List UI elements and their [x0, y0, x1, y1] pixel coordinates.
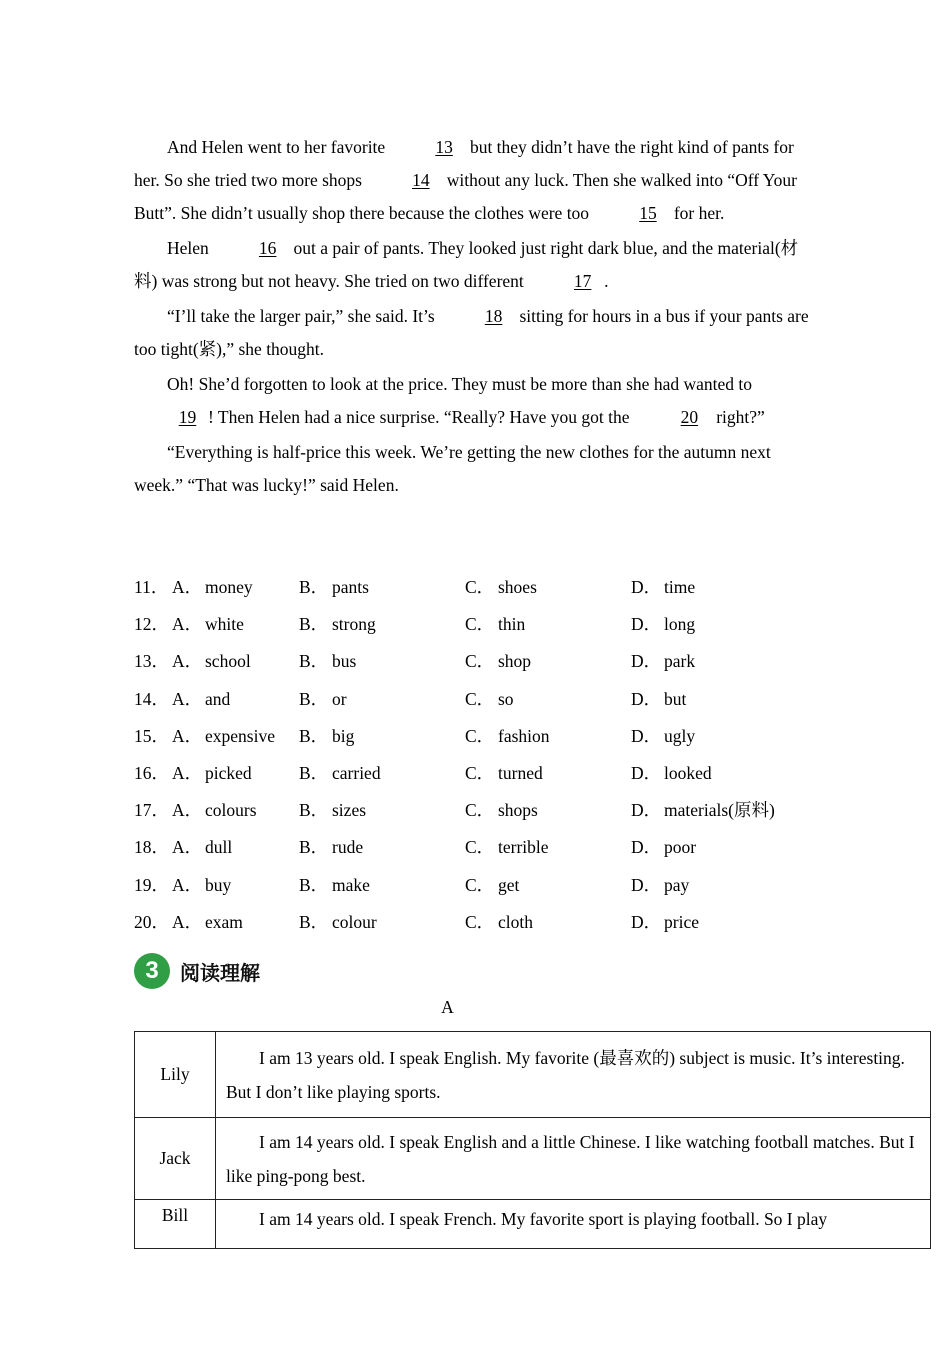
option-a[interactable]: A． expensive [172, 725, 275, 746]
blank-13[interactable]: 13 [435, 137, 453, 157]
blank-19[interactable]: 19 [178, 407, 197, 427]
question-row [134, 645, 834, 682]
question-row [134, 794, 834, 831]
option-d[interactable]: D． looked [631, 762, 712, 783]
option-d[interactable]: D． time [631, 577, 696, 597]
option-d[interactable]: D． price [631, 911, 699, 932]
profile-name: Bill [135, 1200, 216, 1249]
cloze-passage [134, 131, 814, 504]
option-a[interactable]: A． white [172, 614, 244, 635]
option-c[interactable]: C． shop [465, 651, 532, 672]
option-d[interactable]: D． ugly [631, 725, 696, 746]
question-number: 20． [134, 911, 169, 932]
question-row [134, 906, 834, 943]
option-c[interactable]: C． shops [465, 800, 538, 821]
question-number: 18． [134, 837, 169, 858]
option-c[interactable]: C． get [465, 874, 520, 895]
passage-paragraph: Oh! She’d forgotten to look at the price. They must be more than she had wanted to 19 ! Then Helen had a nice surprise. “Really? Have you got the 20 right?” [134, 368, 814, 434]
option-c[interactable]: C． cloth [465, 911, 533, 932]
blank-20[interactable]: 20 [680, 407, 699, 427]
blank-15[interactable]: 15 [639, 203, 657, 223]
question-number: 11． [134, 577, 169, 597]
option-d[interactable]: D． but [631, 688, 687, 709]
option-c[interactable]: C． shoes [465, 577, 537, 597]
option-b[interactable]: B． carried [299, 762, 381, 783]
option-b[interactable]: B． make [299, 874, 370, 895]
section-heading [134, 952, 260, 990]
option-c[interactable]: C． thin [465, 614, 526, 635]
option-b[interactable]: B． or [299, 688, 347, 709]
option-d[interactable]: D． pay [631, 874, 690, 895]
question-row [134, 608, 834, 645]
option-a[interactable]: A． exam [172, 911, 243, 932]
question-number: 17． [134, 800, 169, 821]
blank-17[interactable]: 17 [573, 271, 592, 291]
section-title: 阅读理解 [180, 960, 260, 985]
option-b[interactable]: B． big [299, 725, 355, 746]
section-number-badge: 3 [134, 953, 170, 989]
option-d[interactable]: D． park [631, 651, 696, 672]
question-number: 19． [134, 874, 169, 895]
option-c[interactable]: C． so [465, 688, 514, 709]
passage-label: A [441, 997, 454, 1017]
profiles-table [134, 1031, 931, 1249]
option-d[interactable]: D． materials(原料) [631, 800, 775, 821]
question-number: 16． [134, 762, 169, 783]
question-row [134, 869, 834, 906]
profile-name: Lily [135, 1032, 216, 1118]
option-a[interactable]: A． dull [172, 837, 233, 858]
option-c[interactable]: C． terrible [465, 837, 549, 858]
question-row [134, 757, 834, 794]
passage-paragraph: And Helen went to her favorite 13 but they didn’t have the right kind of pants for her. So she tried two more shops 14 without any luck. Then she walked into “Off Your Butt”. She didn’t usually shop there because the clothes were too 15 for her. [134, 131, 814, 230]
question-row [134, 831, 834, 868]
question-row [134, 571, 834, 608]
option-b[interactable]: B． colour [299, 911, 377, 932]
option-d[interactable]: D． long [631, 614, 696, 635]
blank-18[interactable]: 18 [484, 306, 503, 326]
answer-options [134, 571, 834, 943]
question-number: 14． [134, 688, 169, 709]
option-c[interactable]: C． turned [465, 762, 543, 783]
option-b[interactable]: B． bus [299, 651, 357, 672]
question-row [134, 720, 834, 757]
profile-text: I am 14 years old. I speak French. My favorite sport is playing football. So I play [216, 1200, 931, 1249]
passage-paragraph: “Everything is half-price this week. We’re getting the new clothes for the autumn next week.” “That was lucky!” said Helen. [134, 442, 771, 495]
option-a[interactable]: A． money [172, 577, 253, 597]
option-b[interactable]: B． sizes [299, 800, 367, 821]
profile-name: Jack [135, 1118, 216, 1200]
passage-paragraph: Helen 16 out a pair of pants. They looked just right dark blue, and the material(材料) was strong but not heavy. She tried on two different 17 . [134, 232, 814, 298]
option-a[interactable]: A． picked [172, 762, 252, 783]
table-row [135, 1118, 931, 1200]
option-b[interactable]: B． pants [299, 577, 369, 597]
blank-14[interactable]: 14 [412, 170, 430, 190]
table-row [135, 1200, 931, 1249]
blank-16[interactable]: 16 [258, 238, 277, 258]
option-c[interactable]: C． fashion [465, 725, 550, 746]
option-d[interactable]: D． poor [631, 837, 697, 858]
question-number: 13． [134, 651, 169, 672]
profile-text: I am 13 years old. I speak English. My favorite (最喜欢的) subject is music. It’s interesting. But I don’t like playing sports. [216, 1032, 931, 1118]
question-row [134, 683, 834, 720]
option-b[interactable]: B． strong [299, 614, 376, 635]
option-a[interactable]: A． and [172, 688, 231, 709]
option-a[interactable]: A． colours [172, 800, 257, 821]
option-b[interactable]: B． rude [299, 837, 364, 858]
question-number: 12． [134, 614, 169, 635]
option-a[interactable]: A． buy [172, 874, 232, 895]
profile-text: I am 14 years old. I speak English and a little Chinese. I like watching football matches. But I like ping-pong best. [216, 1118, 931, 1200]
question-number: 15． [134, 725, 169, 746]
passage-paragraph: “I’ll take the larger pair,” she said. It’s 18 sitting for hours in a bus if your pants are too tight(紧),” she thought. [134, 300, 814, 366]
option-a[interactable]: A． school [172, 651, 251, 672]
table-row [135, 1032, 931, 1118]
